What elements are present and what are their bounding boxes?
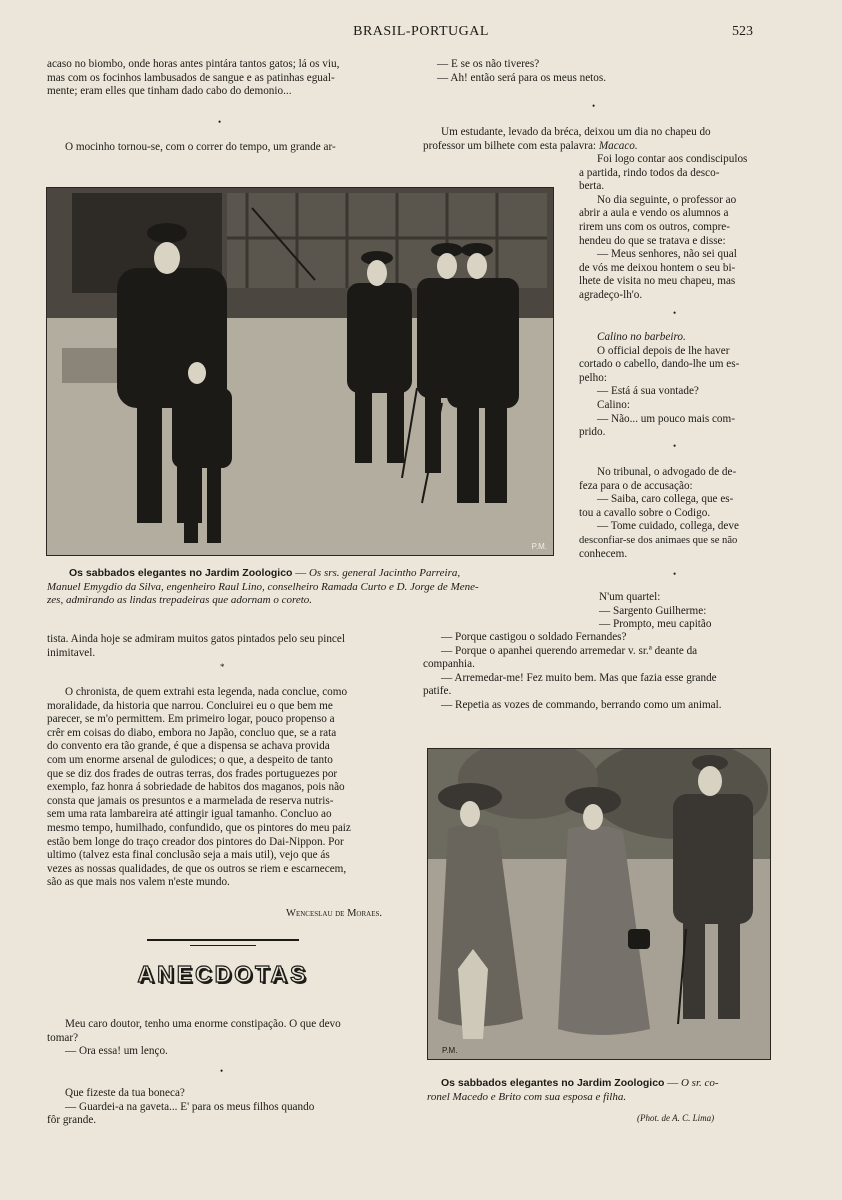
text-line: prido. xyxy=(579,426,606,439)
text-line: mente; eram elles que tinham dado cabo do demonio... xyxy=(47,85,292,98)
text-line: feza para o de accusação: xyxy=(579,479,693,492)
anecdote-quartel xyxy=(423,631,773,713)
text-line: a partida, rindo todos da desco- xyxy=(579,166,720,179)
text-line: de vós me deixou hontem o seu bi- xyxy=(579,261,736,274)
photo-illustration xyxy=(47,188,553,555)
caption-text: ronel Macedo e Brito com sua esposa e filha. xyxy=(427,1090,627,1103)
caption-text: Os srs. general Jacintho Parreira, xyxy=(308,567,461,579)
text-line: estão bem longe do traço creador dos pintores do Dai-Nippon. Por xyxy=(47,835,344,848)
text-line: mesmo tempo, humilhado, confundido, que os pintores do meu paiz xyxy=(47,821,351,834)
photo-caption-2 xyxy=(427,1077,772,1104)
text-line: parecer, se m'o permittem. Em primeiro logar, pouco propenso a xyxy=(47,713,335,726)
text-line: consta que jamais os presuntos e a marmelada de reserva nutris- xyxy=(47,794,334,807)
section-dot: • xyxy=(592,101,596,111)
text-line: mas com os focinhos lambusados de sangue e as patinhas egual- xyxy=(47,71,335,84)
photo-caption-1 xyxy=(47,567,557,608)
italic-word: Macaco. xyxy=(598,139,638,152)
section-dot: • xyxy=(673,569,677,579)
text-line: O official depois de lhe haver xyxy=(597,344,730,357)
caption-text: zes, admirando as lindas trepadeiras que adornam o coreto. xyxy=(47,594,313,606)
text-line: tomar? xyxy=(47,1031,79,1044)
text-line: — Arremedar-me! Fez muito bem. Mas que fazia esse grande xyxy=(441,671,717,684)
text-line: hendeu do que se tratava e disse: xyxy=(579,234,726,247)
text-line: acaso no biombo, onde horas antes pintára tantos gatos; lá os viu, xyxy=(47,58,340,70)
text-line: No tribunal, o advogado de de- xyxy=(597,466,737,478)
section-dot: • xyxy=(673,441,677,451)
section-dot: • xyxy=(218,117,222,127)
photo-jardim-zoologico-group xyxy=(46,187,554,556)
text-line: pelho: xyxy=(579,371,607,384)
caption-text: Manuel Emygdio da Silva, engenheiro Raul Lino, conselheiro Ramada Curto e D. Jorge de Mene- xyxy=(47,580,479,593)
text-line: — Repetia as vozes de commando, berrando como um animal. xyxy=(441,698,722,711)
text-line: desconfiar-se dos animaes que se não xyxy=(579,534,738,546)
text-line: lhete de visita no meu chapeu, mas xyxy=(579,275,736,288)
paragraph-mocinho xyxy=(47,141,397,155)
photo-monogram: P.M. xyxy=(442,1046,458,1055)
photo-credit: (Phot. de A. C. Lima) xyxy=(637,1113,715,1123)
text-line: — Sargento Guilherme: xyxy=(599,604,707,617)
section-heading-anecdotas: ANECDOTAS xyxy=(137,961,309,987)
running-head: BRASIL-PORTUGAL xyxy=(353,24,489,39)
text-line: sem uma rata lambareira até attingir igual tamanho. Concluo ao xyxy=(47,808,332,821)
text-line: — Prompto, meu capitão xyxy=(599,618,712,631)
text-line: — Meus senhores, não sei qual xyxy=(597,248,737,261)
caption-title: Os sabbados elegantes no Jardim Zoologico xyxy=(69,567,293,579)
text-line: cortado o cabello, dando-lhe um es- xyxy=(579,358,740,371)
anecdote-estudante xyxy=(423,126,773,153)
text-line: conhecem. xyxy=(579,547,628,560)
text-line: com um enorme arsenal de gulodices; o que, a despeito de tanto xyxy=(47,753,333,766)
caption-dash: — xyxy=(664,1077,681,1089)
text-line: do convento era tão grande, é que a dispensa se achava provida xyxy=(47,740,330,753)
anecdote-constipacao xyxy=(47,1018,397,1059)
photo-coronel-family xyxy=(427,748,771,1060)
text-line: exemplo, faz honra á sobriedade de habitos dos maganos, pois não xyxy=(47,781,345,794)
text-line: Calino no barbeiro. xyxy=(597,331,686,343)
photo-illustration xyxy=(428,749,770,1059)
text-line: — E se os não tiveres? xyxy=(437,58,540,70)
anecdote-quartel-side xyxy=(583,591,770,632)
section-dot: • xyxy=(220,1066,224,1076)
text-line: professor um bilhete com esta palavra: xyxy=(423,139,597,152)
text-line: berta. xyxy=(579,180,605,193)
text-line: patife. xyxy=(423,685,452,698)
text-line: — Ora essa! um lenço. xyxy=(65,1045,168,1058)
text-line: — Saiba, caro collega, que es- xyxy=(597,493,734,506)
text-line: Meu caro doutor, tenho uma enorme constipação. O que devo xyxy=(65,1018,341,1030)
text-line: inimitavel. xyxy=(47,646,96,659)
author-signature: Wenceslau de Moraes. xyxy=(286,908,382,919)
text-line: — Porque o apanhei querendo arremedar v. sr.ª deante da xyxy=(441,644,698,657)
text-line: Um estudante, levado da bréca, deixou um dia no chapeu do xyxy=(441,126,711,138)
text-line: companhia. xyxy=(423,658,475,671)
text-line: tista. Ainda hoje se admiram muitos gatos pintados pelo seu pincel xyxy=(47,633,345,645)
text-line: fôr grande. xyxy=(47,1114,97,1127)
text-line: ultimo (talvez esta final conclusão seja a mais util), vejo que ás xyxy=(47,849,330,862)
caption-title: Os sabbados elegantes no Jardim Zoologico xyxy=(441,1077,665,1089)
text-line: vezes as nossas qualidades, de que os outros se riem e escarnecem, xyxy=(47,862,347,875)
text-line: Calino: xyxy=(597,398,630,411)
paragraph-chronista xyxy=(47,686,397,890)
text-line: tou a cavallo sobre o Codigo. xyxy=(579,506,711,519)
text-line: — Porque castigou o soldado Fernandes? xyxy=(441,631,627,643)
text-line: — Guardei-a na gaveta... E' para os meus filhos quando xyxy=(65,1100,315,1113)
text-line: moralidade, da historia que narrou. Concluirei eu o que bem me xyxy=(47,699,333,712)
text-line: — Tome cuidado, collega, deve xyxy=(597,520,739,533)
text-line: N'um quartel: xyxy=(599,591,661,603)
anecdote-tribunal xyxy=(579,466,770,561)
divider-rule xyxy=(147,939,299,941)
text-line: que se diz dos frades de outras terras, dos frades portuguezes por xyxy=(47,767,338,780)
anecdote-boneca xyxy=(47,1087,397,1128)
text-line: — Ah! então será para os meus netos. xyxy=(437,71,607,84)
text-line: rirem uns com os outros, compre- xyxy=(579,220,730,233)
text-line: abrir a aula e vendo os alumnos a xyxy=(579,207,729,220)
story-ending xyxy=(47,58,397,99)
text-line: — Não... um pouco mais com- xyxy=(597,412,735,425)
text-line: agradeço-lh'o. xyxy=(579,288,643,301)
text-line: crêr em coisas do diabo, embora no Japão, concluo que, se a rata xyxy=(47,726,337,739)
page-number: 523 xyxy=(732,24,753,39)
dialogue-netos xyxy=(423,58,773,85)
text-line: O chronista, de quem extrahi esta legenda, nada conclue, como xyxy=(65,686,348,698)
caption-dash: — xyxy=(292,567,309,579)
section-dot: • xyxy=(673,308,677,318)
text-line: — Está á sua vontade? xyxy=(597,385,699,398)
section-dot: * xyxy=(220,662,225,672)
divider-rule xyxy=(190,945,256,946)
text-line: Foi logo contar aos condiscipulos xyxy=(597,153,748,165)
text-line: são as que mais nos valem n'este mundo. xyxy=(47,876,230,889)
photo-monogram: P.M. xyxy=(531,542,547,551)
text-line: Que fizeste da tua boneca? xyxy=(65,1087,185,1099)
caption-text: O sr. co- xyxy=(680,1077,719,1089)
text-line: O mocinho tornou-se, com o correr do tempo, um grande ar- xyxy=(65,141,336,153)
paragraph-tista xyxy=(47,633,397,660)
anecdote-estudante-cont xyxy=(579,153,770,303)
text-line: No dia seguinte, o professor ao xyxy=(597,193,737,206)
anecdote-calino xyxy=(579,331,770,440)
